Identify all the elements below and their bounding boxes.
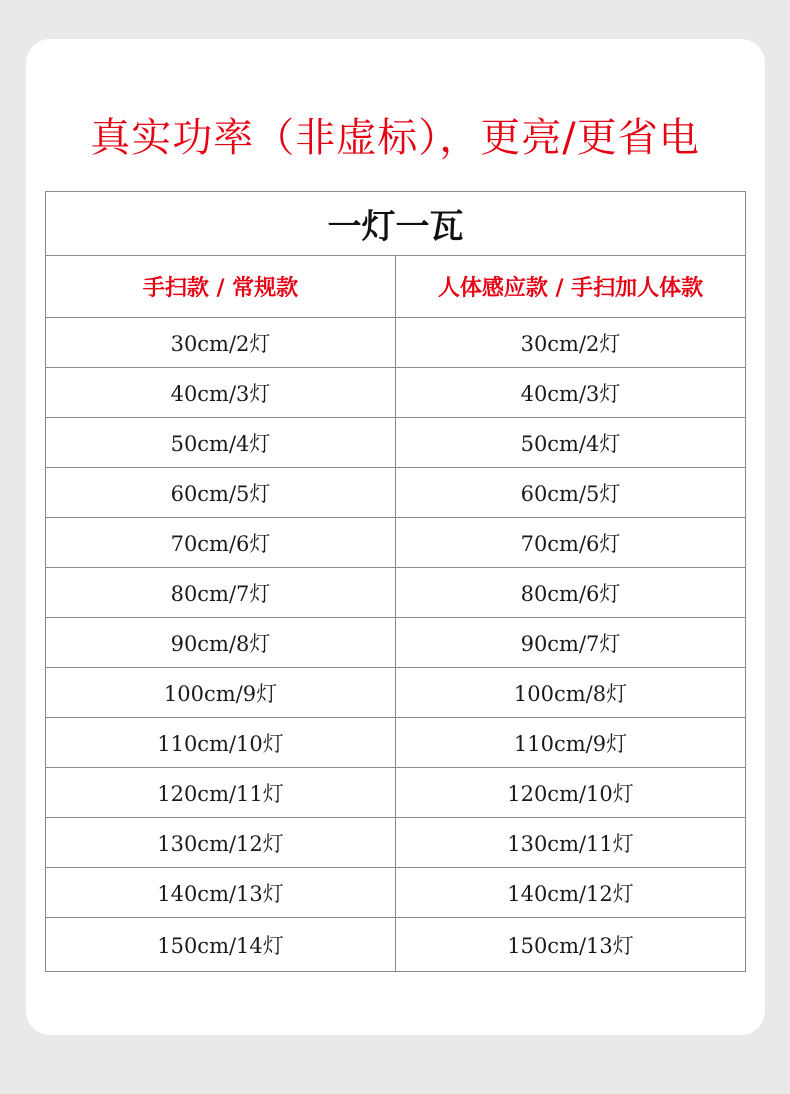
cell-standard-spec: 50cm/4灯 [46, 418, 396, 468]
cell-standard-spec: 110cm/10灯 [46, 718, 396, 768]
spec-table [45, 191, 746, 972]
table-title: 一灯一瓦 [46, 192, 746, 256]
column-header-sensor: 人体感应款 / 手扫加人体款 [396, 256, 746, 318]
table-row [46, 668, 746, 718]
cell-standard-spec: 150cm/14灯 [46, 918, 396, 972]
table-row [46, 368, 746, 418]
table-row [46, 318, 746, 368]
cell-sensor-spec: 120cm/10灯 [396, 768, 746, 818]
cell-sensor-spec: 140cm/12灯 [396, 868, 746, 918]
cell-standard-spec: 100cm/9灯 [46, 668, 396, 718]
cell-sensor-spec: 50cm/4灯 [396, 418, 746, 468]
table-row [46, 818, 746, 868]
cell-sensor-spec: 40cm/3灯 [396, 368, 746, 418]
table-row [46, 568, 746, 618]
cell-sensor-spec: 150cm/13灯 [396, 918, 746, 972]
page-headline: 真实功率（非虚标），更亮/更省电 [90, 115, 700, 161]
cell-standard-spec: 60cm/5灯 [46, 468, 396, 518]
table-row [46, 868, 746, 918]
table-row [46, 768, 746, 818]
table-row [46, 718, 746, 768]
table-row [46, 518, 746, 568]
table-row [46, 418, 746, 468]
column-header-standard: 手扫款 / 常规款 [46, 256, 396, 318]
cell-sensor-spec: 70cm/6灯 [396, 518, 746, 568]
cell-sensor-spec: 130cm/11灯 [396, 818, 746, 868]
table-row [46, 618, 746, 668]
cell-standard-spec: 120cm/11灯 [46, 768, 396, 818]
cell-standard-spec: 90cm/8灯 [46, 618, 396, 668]
table-row [46, 468, 746, 518]
cell-standard-spec: 130cm/12灯 [46, 818, 396, 868]
cell-standard-spec: 40cm/3灯 [46, 368, 396, 418]
cell-sensor-spec: 60cm/5灯 [396, 468, 746, 518]
cell-sensor-spec: 30cm/2灯 [396, 318, 746, 368]
cell-standard-spec: 30cm/2灯 [46, 318, 396, 368]
cell-standard-spec: 80cm/7灯 [46, 568, 396, 618]
table-header-row [46, 256, 746, 318]
cell-sensor-spec: 80cm/6灯 [396, 568, 746, 618]
cell-sensor-spec: 110cm/9灯 [396, 718, 746, 768]
cell-standard-spec: 140cm/13灯 [46, 868, 396, 918]
table-title-row [46, 192, 746, 256]
cell-sensor-spec: 90cm/7灯 [396, 618, 746, 668]
table-row [46, 918, 746, 972]
cell-sensor-spec: 100cm/8灯 [396, 668, 746, 718]
cell-standard-spec: 70cm/6灯 [46, 518, 396, 568]
